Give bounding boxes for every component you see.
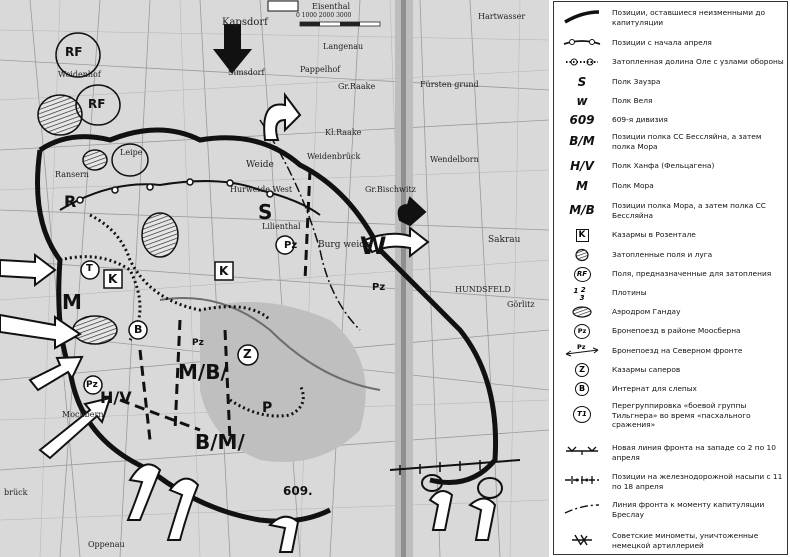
unit-rf-2: RF — [88, 97, 106, 111]
letter-s-symbol: S — [577, 75, 587, 89]
place-pappelhof: Pappelhof — [300, 65, 341, 74]
letter-w-symbol: w — [576, 94, 588, 108]
scale-text: 0 1000 2000 3000 — [296, 12, 352, 19]
legend-item — [554, 497, 787, 523]
division-609-symbol: 609 — [569, 113, 595, 127]
legend-item — [554, 227, 787, 243]
legend-text: Плотины — [612, 288, 647, 297]
legend-item — [554, 266, 787, 282]
flooded-fields-symbol — [560, 247, 604, 263]
legend-item — [554, 247, 787, 263]
bm-symbol: B/M — [569, 134, 595, 148]
legend-text: Затопленные поля и луга — [612, 250, 713, 259]
unit-hv: H/V — [100, 388, 132, 407]
legend-text: Новая линия фронта на западе со 2 по 10 апреля — [612, 443, 776, 462]
place-oppenau: Oppenau — [88, 540, 125, 549]
legend-text: Перегруппировка «боевой группы Тильгнера» во время «пасхального сражения» — [612, 401, 751, 429]
legend-text: Советские минометы, уничтоженные немецкой артиллерией — [612, 531, 759, 550]
legend-item — [554, 130, 787, 154]
place-hundsfeld: HUNDSFELD — [455, 285, 511, 294]
legend-item — [554, 323, 787, 339]
k-box-symbol: K — [560, 227, 604, 243]
legend-text: Аэродром Гандау — [612, 307, 681, 316]
place-burgweide: Burg weide — [318, 240, 371, 250]
legend-item — [554, 285, 787, 303]
legend-text: Полк Ханфа (Фельцагена) — [612, 161, 715, 170]
legend-item — [554, 440, 787, 464]
unit-s: S — [258, 200, 273, 224]
unit-t1: T — [86, 263, 93, 274]
unit-mb: M/B/ — [178, 360, 228, 384]
place-hartwasser: Hartwasser — [478, 12, 526, 21]
place-fuersten-grund: Fürsten grund — [420, 80, 479, 89]
pz-circle-symbol: Pz — [560, 323, 604, 339]
legend-item — [554, 93, 787, 109]
mortar-symbol — [560, 532, 604, 548]
unit-w: W — [360, 232, 387, 260]
place-langenau: Langenau — [323, 42, 364, 51]
legend-item — [554, 112, 787, 128]
airfield-symbol — [560, 304, 604, 320]
legend-text: 609-я дивизия — [612, 115, 668, 124]
legend-item — [554, 6, 787, 28]
m-symbol: M — [576, 179, 588, 193]
legend-text: Затопленная долина Оле с узлами обороны — [612, 57, 784, 66]
legend-item — [554, 53, 787, 71]
rf-symbol: RF — [560, 266, 604, 282]
place-simsdorf: Simsdorf — [228, 68, 265, 77]
unit-pz-4: Pz — [192, 338, 204, 348]
place-goerlitz: Görlitz — [507, 300, 535, 309]
place-eisenthal: Eisenthal — [312, 2, 351, 11]
place-weide: Weide — [246, 160, 274, 170]
legend-item — [554, 304, 787, 320]
legend-text: Казармы в Розентале — [612, 230, 696, 239]
dash-dot-line-symbol — [560, 501, 604, 517]
legend-text: Полк Заузра — [612, 77, 661, 86]
place-ransern: Ransern — [55, 170, 89, 179]
legend-text: Позиции полка Мора, а затем полка СС Бессляйна — [612, 201, 766, 220]
legend-item — [554, 198, 787, 222]
legend-text: Полк Мора — [612, 181, 654, 190]
unit-k-2: K — [108, 272, 118, 286]
legend-text: Позиции полка СС Бессляйна, а затем полка Мора — [612, 132, 762, 151]
place-leipe: Leipe — [120, 148, 143, 157]
front-west-symbol — [560, 443, 604, 459]
place-brueck: brück — [4, 488, 28, 497]
place-kapsdorf: Kapsdorf — [222, 17, 268, 28]
unit-r: R — [64, 192, 77, 211]
scale-bar — [300, 22, 380, 26]
place-wendelborn: Wendelborn — [430, 155, 479, 164]
legend-text: Казармы саперов — [612, 365, 681, 374]
legend-text: Позиции на железнодорожной насыпи с 11 по 18 апреля — [612, 472, 783, 491]
unit-bm: B/M/ — [195, 430, 245, 454]
unit-pz-2: Pz — [372, 282, 386, 293]
unit-rf-1: RF — [65, 45, 83, 59]
place-weidenbruck: Weidenbrück — [307, 152, 361, 161]
unit-pz-3: Pz — [86, 380, 98, 390]
legend-item — [554, 362, 787, 378]
place-gr-bischwitz: Gr.Bischwitz — [365, 185, 416, 194]
legend-item — [554, 74, 787, 90]
place-hurweide: Hurweide West — [230, 185, 293, 194]
legend — [553, 1, 788, 555]
legend-text: Интернат для слепых — [612, 384, 697, 393]
t1-circle-symbol: T1 — [560, 405, 604, 423]
legend-text: Бронепоезд на Северном фронте — [612, 346, 743, 355]
place-sakrau: Sakrau — [488, 235, 521, 245]
pz-arrow-symbol: Pz — [560, 343, 604, 359]
line-circles-symbol — [560, 36, 604, 50]
unit-m: M — [62, 290, 82, 314]
unit-b: B — [134, 323, 143, 336]
legend-text: Позиции, оставшиеся неизменными до капитуляции — [612, 8, 765, 27]
unit-609: 609. — [283, 484, 313, 498]
unit-k-1: K — [219, 264, 229, 278]
legend-item — [554, 34, 787, 52]
legend-item — [554, 469, 787, 493]
dotted-circles-symbol — [560, 55, 604, 69]
legend-text: Позиции с начала апреля — [612, 38, 712, 47]
place-lilienthal: Lilienthal — [262, 222, 301, 231]
unit-p: P — [262, 400, 273, 416]
legend-text: Бронепоезд в районе Моосберна — [612, 326, 741, 335]
z-circle-symbol: Z — [560, 362, 604, 378]
legend-item — [554, 400, 787, 434]
place-weidenhof: Weidenhof — [58, 70, 101, 79]
legend-text: Линия фронта к моменту капитуляции Бреслау — [612, 500, 765, 519]
legend-item — [554, 343, 787, 359]
unit-z: Z — [243, 347, 252, 361]
legend-item — [554, 158, 787, 174]
mb-symbol: M/B — [569, 203, 595, 217]
unit-pz-1: Pz — [284, 240, 298, 251]
legend-item — [554, 381, 787, 397]
place-mochbern: Mochbern — [62, 410, 104, 419]
legend-item — [554, 529, 787, 553]
thick-line-symbol — [560, 10, 604, 24]
place-kl-raake: Kl.Raake — [325, 128, 362, 137]
place-gr-raake: Gr.Raake — [338, 82, 376, 91]
legend-item — [554, 178, 787, 194]
b-circle-symbol: B — [560, 381, 604, 397]
legend-text: Поля, предназначенные для затопления — [612, 269, 772, 278]
hv-symbol: H/V — [570, 159, 594, 173]
dams-symbol: 1 2 3 — [573, 285, 586, 302]
legend-text: Полк Веля — [612, 96, 653, 105]
railway-symbol — [560, 472, 604, 488]
